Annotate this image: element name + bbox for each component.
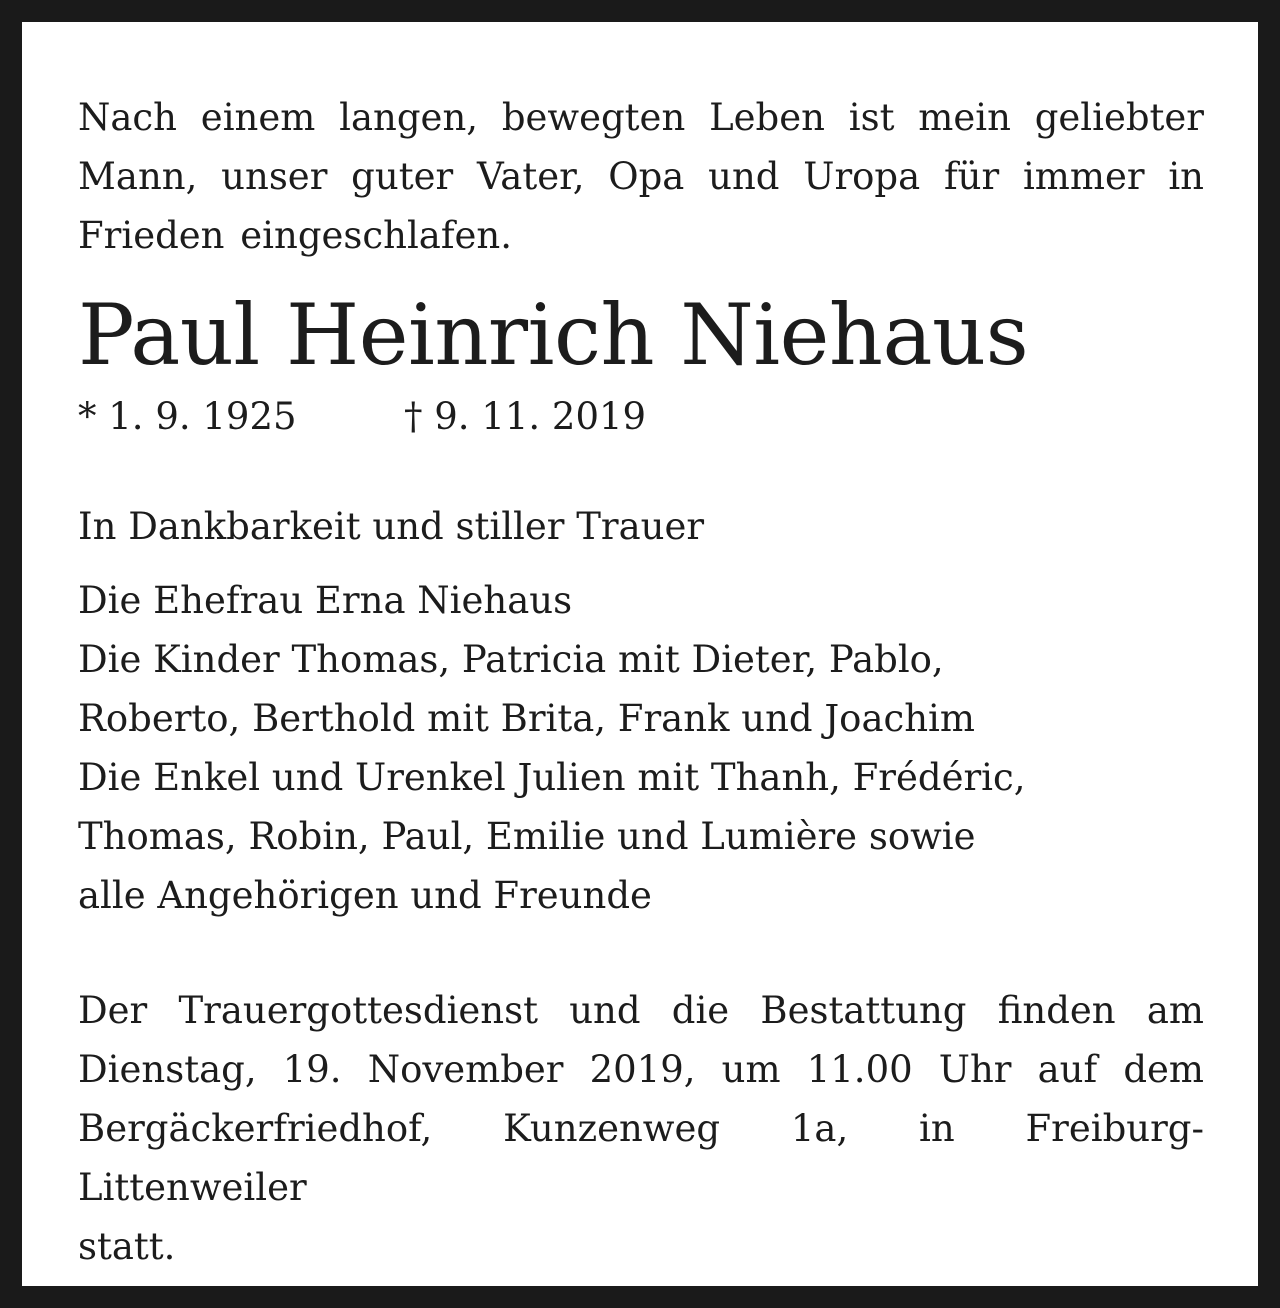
mourners-line: alle Angehörigen und Freunde bbox=[78, 874, 652, 917]
intro-line: Frieden eingeschlafen. bbox=[78, 214, 513, 257]
obituary-card bbox=[22, 22, 1258, 1286]
deceased-name: Paul Heinrich Niehaus bbox=[78, 286, 1029, 384]
service-announcement bbox=[78, 981, 1204, 1276]
intro-line: Mann, unser guter Vater, Opa und Uropa für immer in bbox=[78, 155, 1204, 198]
mourners-line: Die Ehefrau Erna Niehaus bbox=[78, 579, 573, 622]
service-line: Der Trauergottesdienst und die Bestattung finden am bbox=[78, 989, 1204, 1032]
mourning-heading: In Dankbarkeit und stiller Trauer bbox=[78, 505, 705, 548]
birth-date: * 1. 9. 1925 bbox=[78, 395, 297, 438]
service-line: statt. bbox=[78, 1225, 176, 1268]
mourners-list bbox=[78, 571, 1204, 925]
mourners-line: Roberto, Berthold mit Brita, Frank und Joachim bbox=[78, 697, 975, 740]
service-line: Bergäckerfriedhof, Kunzenweg 1a, in Freiburg-Littenweiler bbox=[78, 1107, 1204, 1209]
obituary-content bbox=[78, 88, 1204, 1276]
intro-text bbox=[78, 88, 1204, 265]
mourners-line: Die Enkel und Urenkel Julien mit Thanh, Frédéric, bbox=[78, 756, 1026, 799]
intro-line: Nach einem langen, bewegten Leben ist mein geliebter bbox=[78, 96, 1204, 139]
service-line: Dienstag, 19. November 2019, um 11.00 Uhr auf dem bbox=[78, 1048, 1204, 1091]
life-dates bbox=[78, 391, 1204, 443]
mourners-line: Die Kinder Thomas, Patricia mit Dieter, Pablo, bbox=[78, 638, 944, 681]
mourners-line: Thomas, Robin, Paul, Emilie und Lumière sowie bbox=[78, 815, 976, 858]
death-date: † 9. 11. 2019 bbox=[404, 395, 647, 438]
